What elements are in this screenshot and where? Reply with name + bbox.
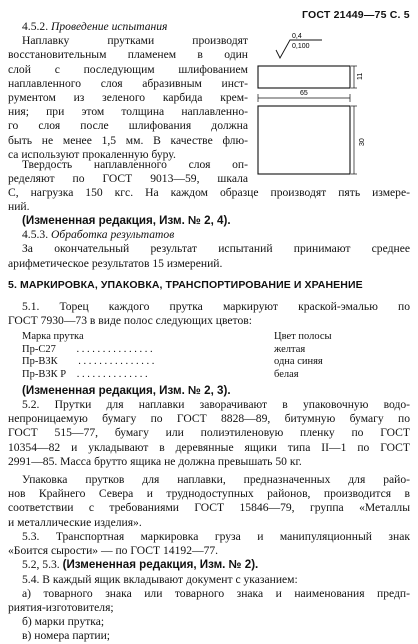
dim-width-label: 65 — [300, 90, 308, 97]
hardness-continuation — [8, 186, 410, 214]
section-4-5-3-heading: 4.5.3. Обработка результатов — [22, 228, 175, 242]
specimen-figure — [250, 28, 410, 188]
text-line: ределяют по ГОСТ 9013—59, шкала — [8, 172, 248, 186]
roughness-symbol — [276, 33, 322, 58]
leader-dots: . . . . . . . . . . . . . . — [76, 368, 148, 380]
roughness-top-value: 0,4 — [292, 33, 302, 40]
list-item: в) номера партии; — [22, 629, 111, 643]
color-cell: белая — [274, 368, 299, 380]
amendment-note-3: 5.2, 5.3. (Измененная редакция, Изм. № 2). — [22, 558, 259, 572]
section-4-5-2-heading: 4.5.2. Проведение испытания — [22, 20, 168, 33]
text-line: «Боится сырости» — по ГОСТ 14192—77. — [8, 544, 219, 558]
col-header-color: Цвет полосы — [274, 331, 332, 342]
roughness-bottom-value: 0,100 — [292, 43, 310, 50]
text-line: непроницаемую бумагу по ГОСТ 8828—89, битумную бумагу по — [8, 412, 410, 426]
amendment-note-2 — [8, 384, 410, 398]
section-4-5-2 — [8, 20, 248, 162]
color-cell: желтая — [274, 343, 306, 355]
text-line: нов Крайнего Севера и труднодоступных районов, производится в — [8, 487, 410, 501]
text-line: быть не менее 1,5 мм. В качестве флю- — [8, 133, 248, 147]
text-line: восстановительным пламенем в один — [8, 48, 248, 62]
table-row — [8, 369, 410, 382]
text-line: ния; при этом толщина наплавленно- — [8, 105, 248, 119]
list-item: б) марки прутка; — [22, 615, 105, 629]
table-row — [8, 344, 410, 357]
text-line: Твердость наплавленного слоя оп- — [22, 158, 248, 171]
list-item: риятия-изготовителя; — [8, 601, 114, 615]
dim-side-label: 30 — [359, 138, 366, 146]
amendment-note-1 — [8, 214, 410, 271]
mark-cell: Пр-ВЗК Р — [22, 368, 67, 380]
table-row — [8, 356, 410, 369]
table-header — [8, 331, 410, 344]
text-line: рументом из зеленого карбида крем- — [8, 91, 248, 105]
section-5-3 — [8, 530, 410, 644]
mark-cell: Пр-С27 — [22, 343, 56, 355]
specimen-plan-view — [258, 106, 350, 174]
col-header-mark: Марка прутка — [22, 331, 84, 342]
mark-cell: Пр-ВЗК — [22, 356, 58, 368]
text-line: С, нагрузка 150 кгс. На каждом образце производят пять измере- — [8, 186, 410, 199]
text-line: слой с последующим шлифованием — [8, 62, 248, 76]
dim-thick-label: 11 — [357, 72, 364, 80]
text-line: ГОСТ 7930—73 в виде полос следующих цветов: — [8, 314, 252, 328]
text-line: са используют прокаленную буру. — [8, 147, 176, 161]
text-line: 2991—85. Масса брутто ящика не должна превышать 50 кг. — [8, 454, 302, 468]
amendment-text: (Измененная редакция, Изм. № 2, 3). — [22, 384, 231, 397]
text-line: соответствии с требованиями ГОСТ 15846—79, группа «Металлы — [8, 501, 410, 515]
text-line: го слоя после шлифования должна — [8, 119, 248, 133]
text-line: ГОСТ 515—77, бумагу или полиэтиленовую пленку по ГОСТ — [8, 426, 410, 440]
text-line: 10354—82 и укладывают в деревянные ящики типа II—1 по ГОСТ — [8, 440, 410, 454]
list-item: а) товарного знака или товарного знака и наименования предп- — [22, 586, 410, 600]
specimen-side-view — [258, 66, 350, 88]
section-5-1 — [8, 300, 410, 328]
text-line: арифметическое результатов 15 измерений. — [8, 256, 223, 270]
section-5-2 — [8, 398, 410, 469]
text-line: ний. — [8, 200, 30, 214]
leader-dots: . . . . . . . . . . . . . . . — [76, 343, 153, 355]
section-5-4: 5.4. В каждый ящик вкладывают документ с указанием: — [22, 572, 298, 586]
text-line: За окончательный результат испытаний принимают среднее — [22, 242, 410, 256]
text-line: 5.3. Транспортная маркировка груза и манипуляционный знак — [22, 530, 410, 543]
text-line: Наплавку прутками производят — [22, 34, 248, 48]
text-line: 5.2. Прутки для наплавки заворачивают в упаковочную водо- — [22, 398, 410, 411]
section-5-2-north — [8, 473, 410, 530]
section-5-heading: 5. МАРКИРОВКА, УПАКОВКА, ТРАНСПОРТИРОВАНИЕ И ХРАНЕНИЕ — [8, 279, 363, 291]
text-line: 5.1. Торец каждого прутка маркируют краской-эмалью по — [22, 300, 410, 313]
text-line: и металлические изделия». — [8, 515, 142, 529]
color-cell: одна синяя — [274, 356, 323, 368]
text-line: наплавленного слоя абразивным инст- — [8, 76, 248, 90]
page-header: ГОСТ 21449—75 С. 5 — [302, 9, 410, 21]
marking-table — [8, 331, 410, 381]
amendment-text: (Измененная редакция, Изм. № 2, 4). — [22, 214, 231, 227]
hardness-paragraph — [8, 158, 248, 186]
leader-dots: . . . . . . . . . . . . . . . — [78, 356, 155, 368]
text-line: Упаковка прутков для наплавки, предназначенных для райо- — [22, 473, 410, 486]
